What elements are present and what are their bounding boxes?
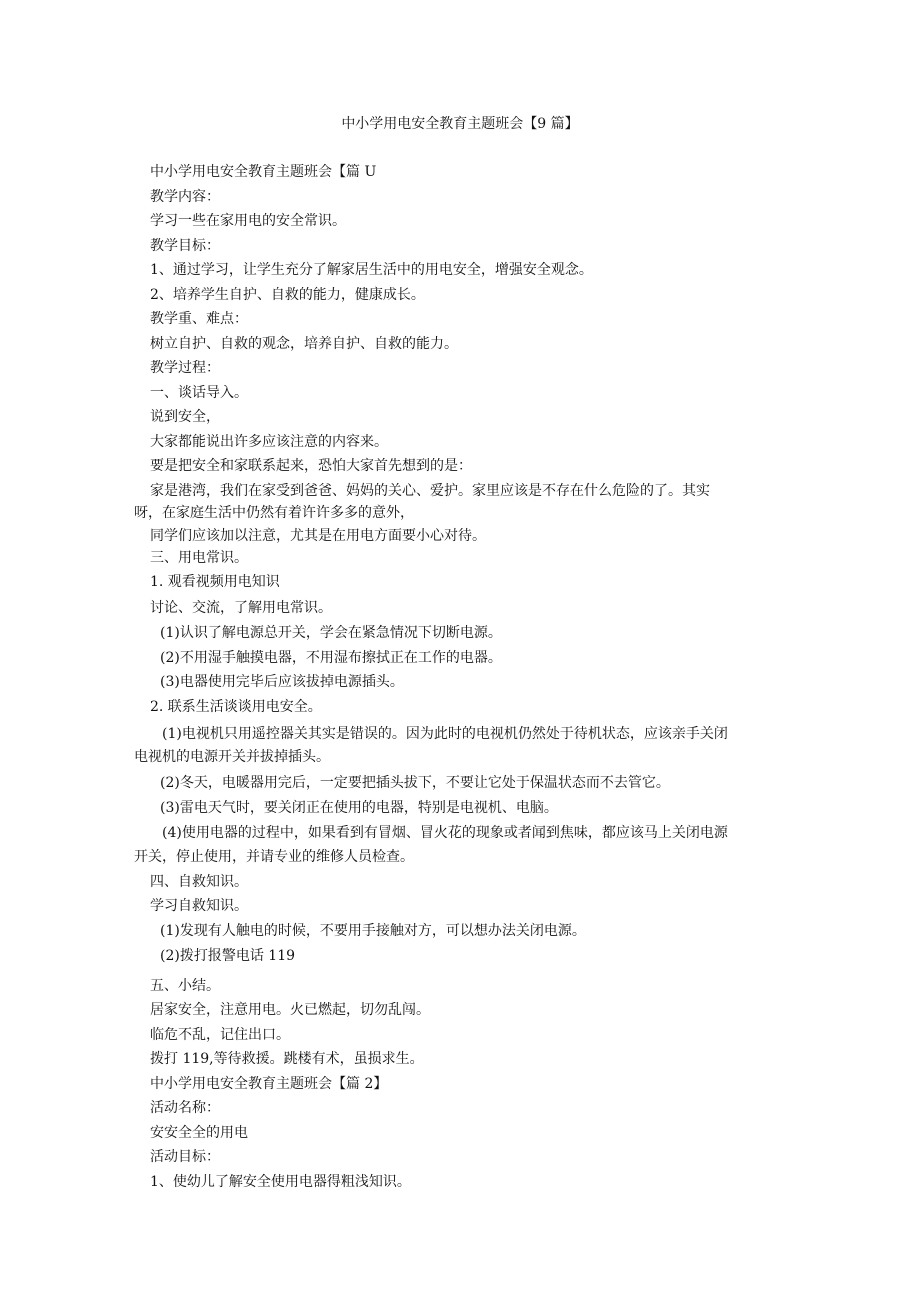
document-line: 活动目标： [150, 1149, 220, 1165]
document-line: 1、使幼儿了解安全使用电器得粗浅知识。 [150, 1174, 411, 1190]
document-line: 同学们应该加以注意，尤其是在用电方面要小心对待。 [150, 528, 486, 544]
document-line: 安安全全的用电 [150, 1125, 248, 1141]
document-line: 居家安全，注意用电。火已燃起，切勿乱闯。 [150, 1002, 430, 1018]
document-line: 教学重、难点： [150, 311, 248, 327]
document-line: 三、用电常识。 [150, 550, 248, 566]
document-line: 2. 联系生活谈谈用电安全。 [150, 699, 322, 715]
document-line: 拨打 119,等待救援。跳楼有术，虽损求生。 [150, 1051, 424, 1067]
document-line: (3)雷电天气时，要关闭正在使用的电器，特别是电视机、电脑。 [160, 800, 558, 816]
document-line: 中小学用电安全教育主题班会【篇 U [150, 164, 377, 180]
document-line: 中小学用电安全教育主题班会【篇 2】 [150, 1076, 388, 1092]
document-line: 临危不乱，记住出口。 [150, 1027, 290, 1043]
document-line: (2)拨打报警电话 119 [160, 948, 296, 964]
document-line: 一、谈话导入。 [150, 385, 248, 401]
document-line: 1. 观看视频用电知识 [150, 574, 280, 590]
document-line: 呀，在家庭生活中仍然有着许许多多的意外， [134, 505, 414, 521]
document-line: 教学目标： [150, 238, 220, 254]
document-line: 活动名称： [150, 1100, 220, 1116]
document-line: 说到安全， [150, 409, 220, 425]
document-line: (4)使用电器的过程中，如果看到有冒烟、冒火花的现象或者闻到焦味，都应该马上关闭电源 [162, 825, 728, 841]
document-line: 树立自护、自救的观念，培养自护、自救的能力。 [150, 336, 458, 352]
document-line: 四、自救知识。 [150, 874, 248, 890]
document-line: (2)不用湿手触摸电器，不用湿布擦拭正在工作的电器。 [160, 650, 502, 666]
document-line: (1)发现有人触电的时候，不要用手接触对方，可以想办法关闭电源。 [160, 923, 586, 939]
document-line: (1)电视机只用遥控器关其实是错误的。因为此时的电视机仍然处于待机状态，应该亲手关闭 [162, 726, 728, 742]
document-line: 大家都能说出许多应该注意的内容来。 [150, 434, 388, 450]
document-line: 讨论、交流，了解用电常识。 [150, 600, 332, 616]
document-line: 家是港湾，我们在家受到爸爸、妈妈的关心、爱护。家里应该是不存在什么危险的了。其实 [150, 483, 710, 499]
document-line: 要是把安全和家联系起来，恐怕大家首先想到的是： [150, 458, 472, 474]
document-line: 1、通过学习，让学生充分了解家居生活中的用电安全，增强安全观念。 [150, 262, 593, 278]
document-line: 教学过程： [150, 360, 220, 376]
document-line: 学习自救知识。 [150, 898, 248, 914]
document-line: (3)电器使用完毕后应该拔掉电源插头。 [160, 674, 404, 690]
document-line: 学习一些在家用电的安全常识。 [150, 213, 346, 229]
document-title: 中小学用电安全教育主题班会【9 篇】 [341, 116, 579, 132]
document-line: (2)冬天，电暖器用完后，一定要把插头拔下，不要让它处于保温状态而不去管它。 [160, 775, 670, 791]
document-line: 2、培养学生自护、自救的能力，健康成长。 [150, 287, 425, 303]
document-line: 五、小结。 [150, 978, 220, 994]
document-line: 教学内容： [150, 189, 220, 205]
document-line: 电视机的电源开关并拔掉插头。 [134, 749, 330, 765]
document-line: (1)认识了解电源总开关，学会在紧急情况下切断电源。 [160, 625, 502, 641]
document-line: 开关，停止使用，并请专业的维修人员检查。 [134, 849, 414, 865]
